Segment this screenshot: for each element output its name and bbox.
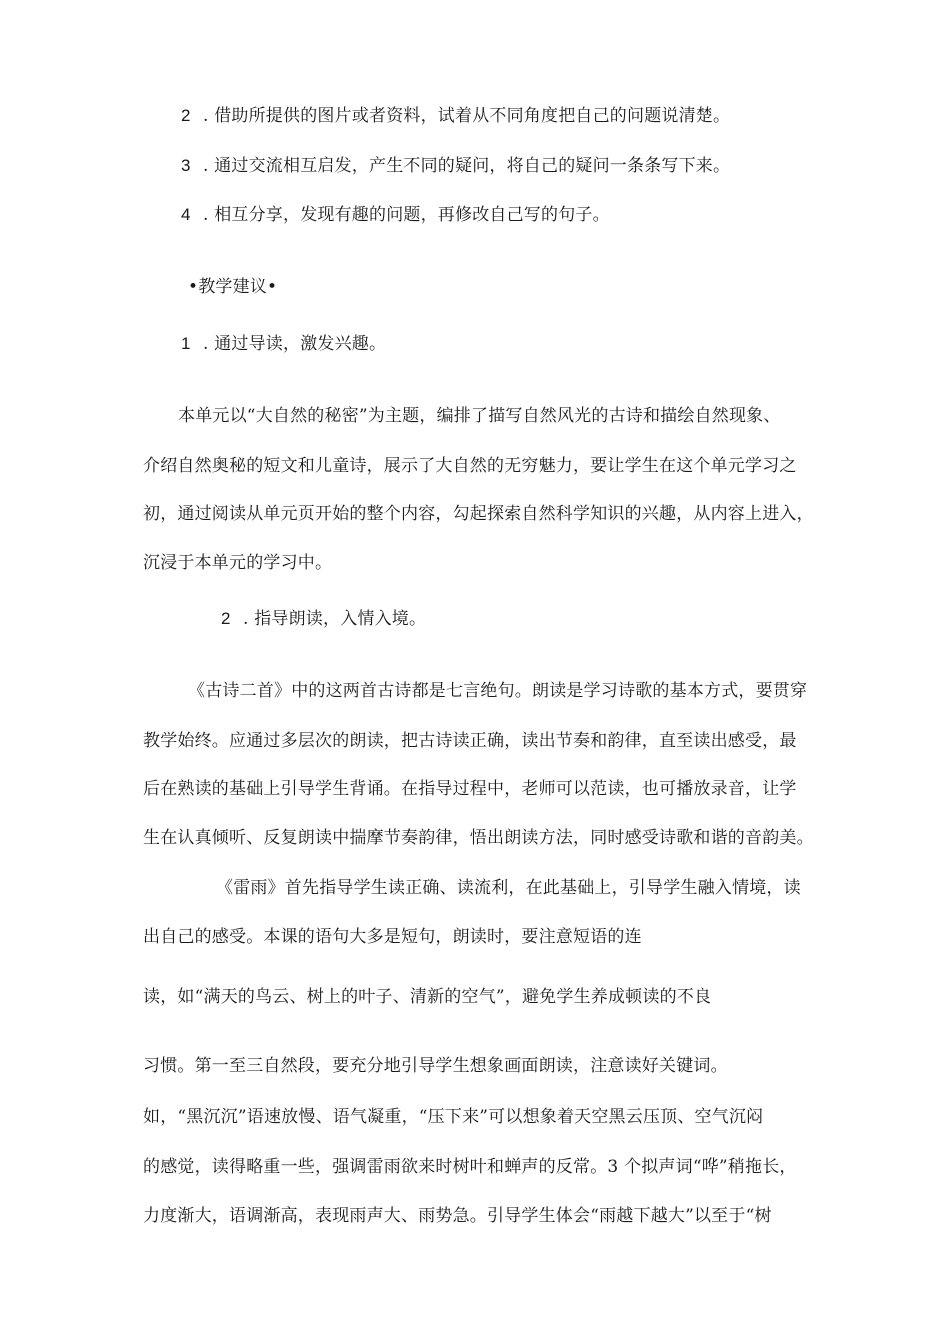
suggestion-number: 2 <box>221 609 231 628</box>
paragraph-1-line: 介绍自然奥秘的短文和儿童诗，展示了大自然的无穷魅力，要让学生在这个单元学习之 <box>143 456 797 476</box>
paragraph-2-line: 后在熟读的基础上引导学生背诵。在指导过程中，老师可以范读，也可播放录音，让学 <box>143 779 797 799</box>
step-text: . 相互分享，发现有趣的问题，再修改自己写的句子。 <box>203 205 610 225</box>
step-text: . 借助所提供的图片或者资料，试着从不同角度把自己的问题说清楚。 <box>203 106 731 126</box>
paragraph-2-line: 生在认真倾听、反复朗读中揣摩节奏韵律，悟出朗读方法，同时感受诗歌和谐的音韵美。 <box>143 828 814 848</box>
paragraph-1-line: 沉浸于本单元的学习中。 <box>143 553 333 573</box>
paragraph-3-line: 力度渐大，语调渐高，表现雨声大、雨势急。引导学生体会“雨越下越大”以至于“树 <box>143 1206 772 1226</box>
paragraph-3-line: 出自己的感受。本课的语句大多是短句，朗读时，要注意短语的连 <box>143 927 642 947</box>
section-heading: •教学建议• <box>188 277 278 297</box>
paragraph-3-line: 《雷雨》首先指导学生读正确、读流利，在此基础上，引导学生融入情境，读 <box>216 878 801 898</box>
step-number: 3 <box>181 156 191 175</box>
step-item-2 <box>181 104 730 128</box>
step-item-4 <box>181 203 610 227</box>
suggestion-2 <box>221 607 426 631</box>
paragraph-2-line: 教学始终。应通过多层次的朗读，把古诗读正确，读出节奏和韵律，直至读出感受，最 <box>143 731 797 751</box>
paragraph-3-line: 习惯。第一至三自然段，要充分地引导学生想象画面朗读，注意读好关键词。 <box>143 1056 728 1076</box>
paragraph-2-line: 《古诗二首》中的这两首古诗都是七言绝句。朗读是学习诗歌的基本方式，要贯穿 <box>188 681 808 701</box>
suggestion-number: 1 <box>181 334 191 353</box>
suggestion-text: . 指导朗读，入情入境。 <box>243 609 427 629</box>
step-number: 4 <box>181 205 191 224</box>
paragraph-1-line: 本单元以“大自然的秘密”为主题，编排了描写自然风光的古诗和描绘自然现象、 <box>178 406 781 426</box>
paragraph-1-line: 初，通过阅读从单元页开始的整个内容，勾起探索自然科学知识的兴趣，从内容上进入， <box>143 504 814 524</box>
suggestion-1 <box>181 332 386 356</box>
paragraph-3-line: 的感觉，读得略重一些，强调雷雨欲来时树叶和蝉声的反常。3 个拟声词“哗”稍拖长， <box>143 1157 797 1177</box>
step-number: 2 <box>181 106 191 125</box>
step-item-3 <box>181 154 730 178</box>
step-text: . 通过交流相互启发，产生不同的疑问，将自己的疑问一条条写下来。 <box>203 156 731 176</box>
paragraph-3-line: 如，“黑沉沉”语速放慢、语气凝重，“压下来”可以想象着天空黑云压顶、空气沉闷 <box>143 1107 764 1127</box>
paragraph-3-line: 读，如“满天的鸟云、树上的叶子、清新的空气”，避免学生养成顿读的不良 <box>143 987 712 1007</box>
suggestion-text: . 通过导读，激发兴趣。 <box>203 334 387 354</box>
